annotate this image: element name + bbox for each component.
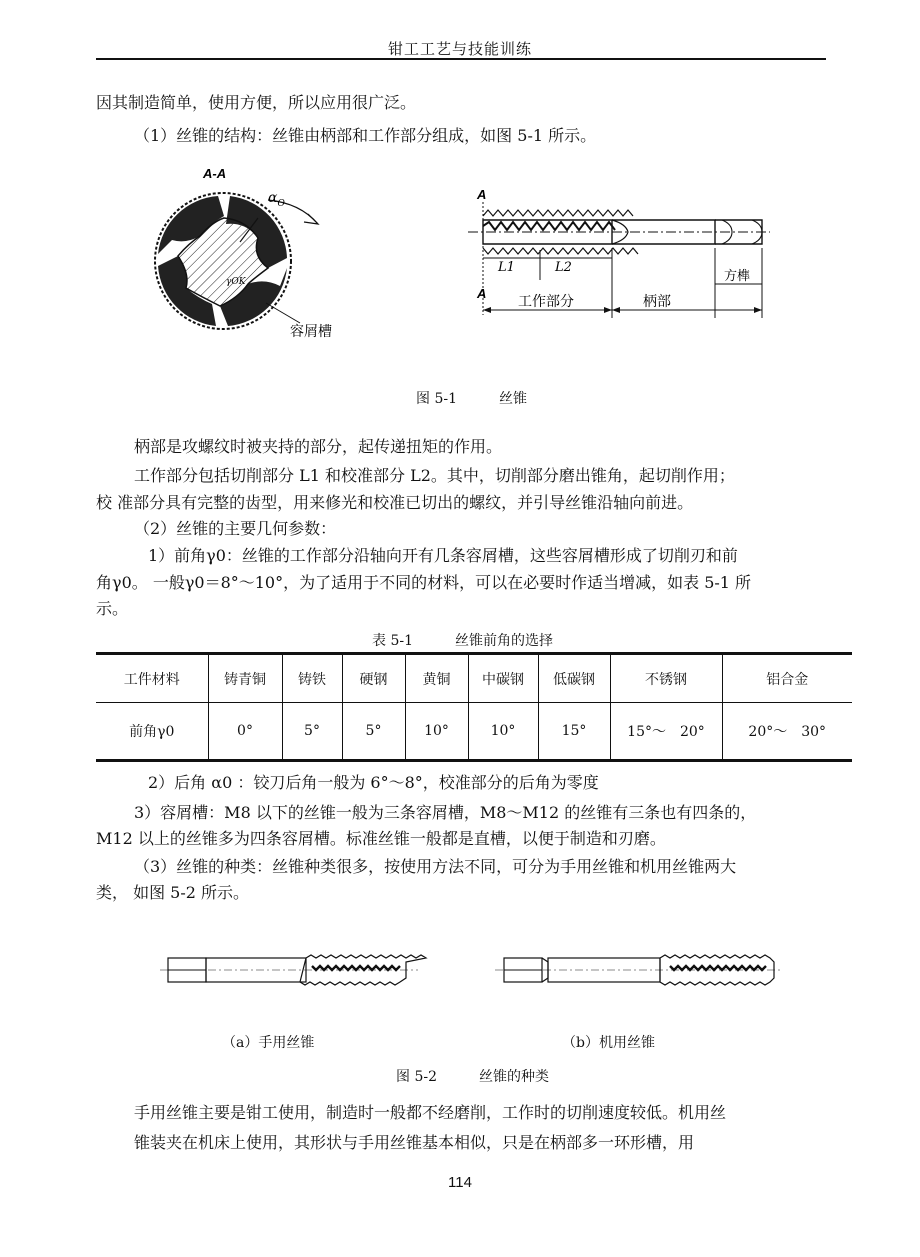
paragraph: 3）容屑槽：M8 以下的丝锥一般为三条容屑槽，M8～M12 的丝锥有三条也有四条的， — [134, 803, 757, 822]
rake-angle-table — [96, 652, 852, 762]
page-header-title: 钳工工艺与技能训练 — [387, 40, 532, 58]
table-header-cell: 不锈钢 — [610, 654, 722, 703]
table-cell: 10° — [405, 703, 468, 761]
table-header-cell: 铝合金 — [722, 654, 852, 703]
table-cell: 15°～ 20° — [610, 703, 722, 761]
paragraph: 柄部是攻螺纹时被夹持的部分，起传递扭矩的作用。 — [134, 437, 503, 456]
machine-tap-drawing — [495, 955, 780, 985]
flute-leader-line — [266, 303, 300, 323]
paragraph: 示。 — [96, 599, 129, 618]
flute-thread-band — [483, 222, 615, 230]
flute-thread-band — [670, 966, 766, 970]
section-label: A-A — [203, 166, 227, 181]
table-cell: 0° — [208, 703, 282, 761]
paragraph: （1）丝锥的结构：丝锥由柄部和工作部分组成，如图 5-1 所示。 — [134, 126, 597, 145]
paragraph: 类， 如图 5-2 所示。 — [96, 883, 250, 902]
header-rule — [96, 58, 826, 60]
alpha-label: $\alpha_O$ — [268, 190, 285, 209]
flute-label: 容屑槽 — [290, 324, 332, 340]
paragraph: 角γ0。 一般γ0＝8°～10°，为了适用于不同的材料，可以在必要时作适当增减，如表 5-1 所 — [96, 573, 752, 592]
table-header-cell: 硬钢 — [342, 654, 405, 703]
paragraph: 2）后角 α0 ：铰刀后角一般为 6°～8°，校准部分的后角为零度 — [148, 773, 599, 792]
paragraph: 锥装夹在机床上使用，其形状与手用丝锥基本相似，只是在柄部多一环形槽，用 — [134, 1133, 695, 1152]
hand-tap-drawing — [160, 955, 426, 985]
paragraph: 1）前角γ0：丝锥的工作部分沿轴向开有几条容屑槽，这些容屑槽形成了切削刃和前 — [148, 546, 738, 565]
figure-5-2-tap-types — [150, 940, 790, 1010]
caption-text: 丝锥的种类 — [479, 1069, 549, 1085]
table-cell: 5° — [282, 703, 342, 761]
l2-label: L2 — [555, 260, 572, 275]
caption-text: 丝锥前角的选择 — [455, 633, 553, 649]
section-a-top-label: A — [477, 187, 487, 202]
table-header-cell: 中碳钢 — [468, 654, 538, 703]
paragraph: 因其制造简单，使用方便，所以应用很广泛。 — [96, 93, 417, 112]
figure-5-1-caption — [416, 388, 527, 408]
table-row — [96, 703, 852, 761]
hand-tap-label: （a）手用丝锥 — [222, 1035, 315, 1051]
table-header-cell: 低碳钢 — [538, 654, 610, 703]
caption-number: 表 5-1 — [372, 633, 413, 649]
figure-5-2-caption — [396, 1066, 549, 1086]
table-cell: 15° — [538, 703, 610, 761]
page-number: 114 — [448, 1174, 472, 1191]
figure-5-1-tap-structure — [140, 158, 800, 373]
working-part-label: 工作部分 — [518, 294, 574, 310]
caption-text: 丝锥 — [499, 391, 527, 407]
table-header-cell: 铸青铜 — [208, 654, 282, 703]
alpha-arrow-icon — [304, 214, 318, 224]
table-header-row — [96, 654, 852, 703]
square-end-label: 方榫 — [724, 269, 751, 284]
paragraph: 校 准部分具有完整的齿型，用来修光和校准已切出的螺纹，并引导丝锥沿轴向前进。 — [96, 493, 694, 512]
paragraph: 工作部分包括切削部分 L1 和校准部分 L2。其中，切削部分磨出锥角，起切削作用； — [134, 466, 735, 485]
l1-label: L1 — [498, 260, 515, 275]
table-cell: 20°～ 30° — [722, 703, 852, 761]
table-cell: 5° — [342, 703, 405, 761]
table-header-cell: 铸铁 — [282, 654, 342, 703]
machine-tap-label: （b）机用丝锥 — [562, 1035, 655, 1051]
gamma-label: γOK — [226, 277, 246, 287]
paragraph: M12 以上的丝锥多为四条容屑槽。标准丝锥一般都是直槽，以便于制造和刃磨。 — [96, 829, 666, 848]
table-header-cell: 工件材料 — [96, 654, 208, 703]
caption-number: 图 5-2 — [396, 1069, 437, 1085]
shank-label: 柄部 — [643, 294, 671, 310]
caption-number: 图 5-1 — [416, 391, 457, 407]
section-a-bottom-label: A — [477, 286, 487, 301]
table-header-cell: 黄铜 — [405, 654, 468, 703]
paragraph: （2）丝锥的主要几何参数： — [134, 519, 337, 538]
paragraph: （3）丝锥的种类：丝锥种类很多，按使用方法不同，可分为手用丝锥和机用丝锥两大 — [134, 857, 737, 876]
table-cell: 前角γ0 — [96, 703, 208, 761]
paragraph: 手用丝锥主要是钳工使用，制造时一般都不经磨削，工作时的切削速度较低。机用丝 — [134, 1103, 727, 1122]
table-5-1-caption — [372, 630, 553, 650]
table-cell: 10° — [468, 703, 538, 761]
flute-thread-band — [312, 966, 400, 970]
